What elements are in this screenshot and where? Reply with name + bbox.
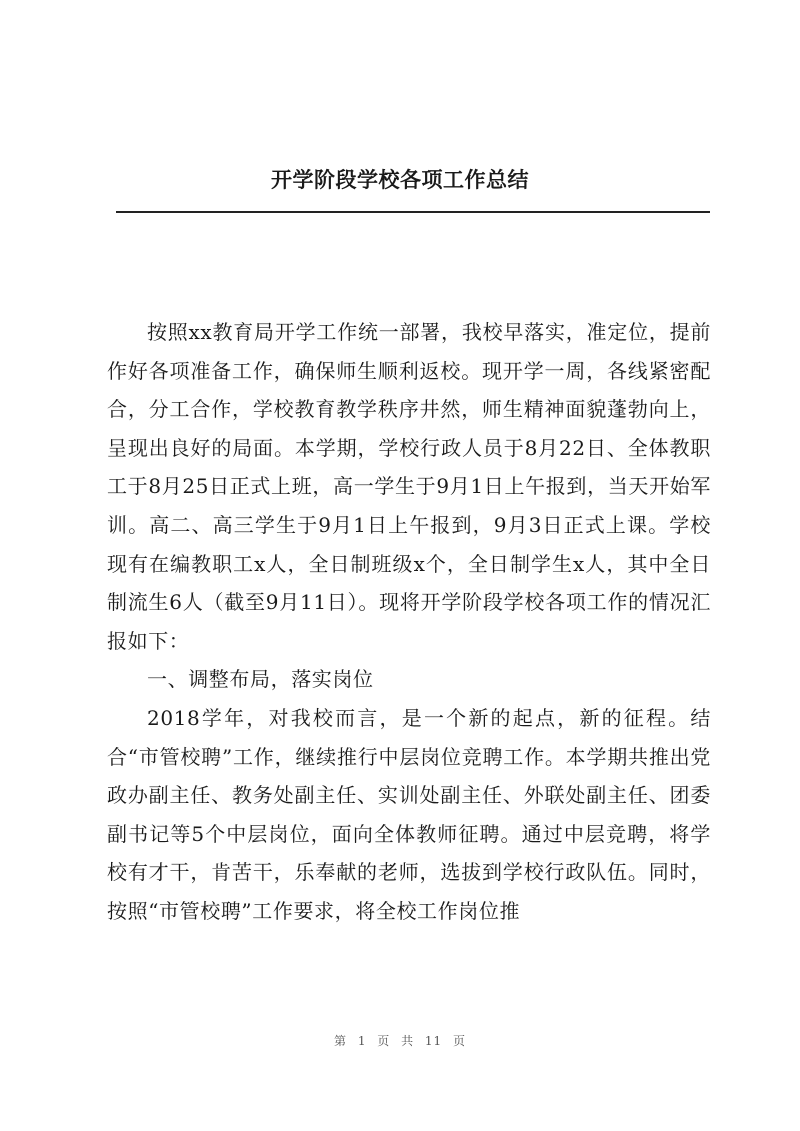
title-underline xyxy=(116,211,710,213)
section-heading: 一、调整布局，落实岗位 xyxy=(147,667,374,692)
document-title: 开学阶段学校各项工作总结 xyxy=(271,168,529,192)
section-paragraph: 2018学年，对我校而言，是一个新的起点，新的征程。结合“市管校聘”工作，继续推行中层岗位竞聘工作。本学期共推出党政办副主任、教务处副主任、实训处副主任、外联处副主任、团委副书记等5个中层岗位，面向全体教师征聘。通过中层竞聘，将学校有才干，肯苦干，乐奉献的老师，选拔到学校行政队伍。同时，按照“市管校聘”工作要求，将全校工作岗位推 xyxy=(107,705,711,923)
intro-paragraph: 按照xx教育局开学工作统一部署，我校早落实，准定位，提前作好各项准备工作，确保师生顺利返校。现开学一周，各线紧密配合，分工合作，学校教育教学秩序井然，师生精神面貌蓬勃向上，呈现出良好的局面。本学期，学校行政人员于8月22日、全体教职工于8月25日正式上班，高一学生于9月1日上午报到，当天开始军训。高二、高三学生于9月1日上午报到，9月3日正式上课。学校现有在编教职工x人，全日制班级x个，全日制学生x人，其中全日制流生6人（截至9月11日）。现将开学阶段学校各项工作的情况汇报如下： xyxy=(107,320,711,653)
page-footer: 第 1 页 共 11 页 xyxy=(334,1034,466,1048)
document-body xyxy=(107,313,711,931)
